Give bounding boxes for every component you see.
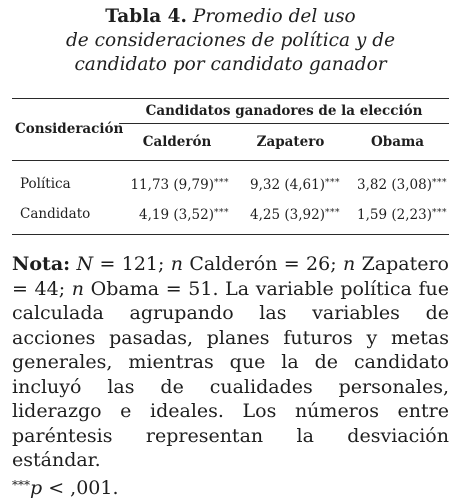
note-n-sub: n [171, 253, 183, 275]
note-n-zapatero: Zapatero = 44; [12, 253, 449, 300]
table-caption [0, 5, 461, 77]
cell-value: 1,59 (2,23) [357, 207, 432, 223]
caption-line-2: de consideraciones de política y de [0, 29, 461, 53]
significance-marker: *** [432, 208, 447, 218]
table-row-candidato [12, 201, 449, 235]
note-significance [12, 473, 449, 500]
note-sig-p: p [30, 477, 42, 499]
cell-value: 11,73 (9,79) [130, 177, 214, 193]
column-header-zapatero: Zapatero [235, 124, 346, 161]
significance-marker: *** [325, 178, 340, 188]
table-note [12, 252, 449, 500]
cell-value: 4,19 (3,52) [139, 207, 214, 223]
cell-politica-calderon [119, 161, 235, 202]
cell-candidato-zapatero [235, 201, 346, 235]
group-header-candidatos: Candidatos ganadores de la elección [119, 99, 449, 124]
row-header-consideracion: Consideración [12, 99, 119, 161]
cell-value: 9,32 (4,61) [250, 177, 325, 193]
note-n-symbol: N [77, 253, 94, 275]
note-sig-stars: *** [12, 478, 30, 492]
significance-marker: *** [432, 178, 447, 188]
cell-candidato-calderon [119, 201, 235, 235]
note-n-sub: n [343, 253, 355, 275]
caption-label: Tabla 4. [105, 6, 187, 27]
cell-value: 3,82 (3,08) [357, 177, 432, 193]
significance-marker: *** [214, 208, 229, 218]
caption-line-3: candidato por candidato ganador [0, 53, 461, 77]
cell-candidato-obama [346, 201, 449, 235]
table-row-politica [12, 161, 449, 202]
column-header-obama: Obama [346, 124, 449, 161]
note-text: La variable política fue calculada agrupando las variables de acciones pasadas, planes futuros y metas generales, mientras que la de candidato incluyó las de cualidades personales, liderazgo e ideales. Los números entre paréntesis representan la desviación estándar. [12, 278, 449, 472]
note-sig-text: < ,001. [42, 477, 118, 499]
cell-politica-zapatero [235, 161, 346, 202]
cell-politica-obama [346, 161, 449, 202]
caption-line-1 [0, 5, 461, 29]
results-table [12, 98, 449, 235]
column-header-calderon: Calderón [119, 124, 235, 161]
significance-marker: *** [325, 208, 340, 218]
cell-value: 4,25 (3,92) [250, 207, 325, 223]
significance-marker: *** [214, 178, 229, 188]
note-n-total: = 121; [93, 253, 171, 275]
results-table-container [12, 98, 449, 235]
note-n-calderon: Calderón = 26; [183, 253, 343, 275]
row-label-politica: Política [12, 161, 119, 202]
note-label: Nota: [12, 253, 70, 275]
caption-title-part-1: Promedio del uso [187, 6, 356, 27]
note-n-obama: Obama = 51. [84, 278, 218, 300]
note-n-sub: n [72, 278, 84, 300]
row-label-candidato: Candidato [12, 201, 119, 235]
table-group-header-row [12, 99, 449, 124]
